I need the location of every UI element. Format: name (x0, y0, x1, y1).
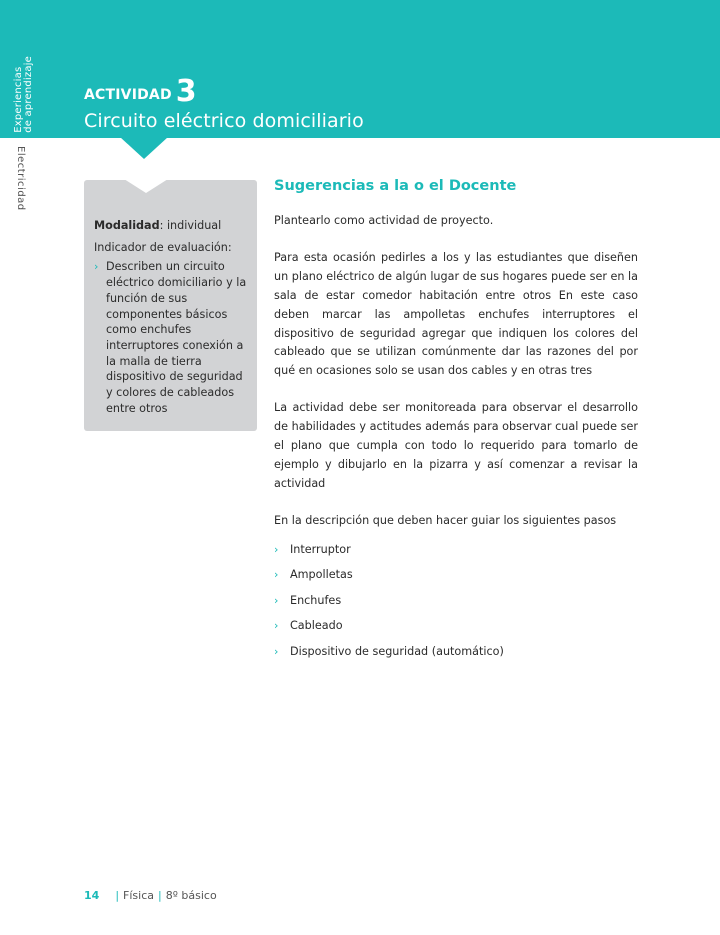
page-number: 14 (84, 889, 100, 902)
paragraph-1: Para esta ocasión pedirles a los y las estudiantes que diseñen un plano eléctrico de algún lugar de sus hogares puede ser en la sala de estar comedor habitación entre otros En este caso deben marcar las ampolletas enchufes interruptores el dispositivo de seguridad agregar que indiquen los colores del cableado que se utilizan comúnmente dar las razones del por qué en ocasiones solo se usan dos cables y en otras tres (274, 250, 638, 378)
bullet-icon: › (274, 619, 279, 633)
lead-paragraph: Plantearlo como actividad de proyecto. (274, 214, 494, 227)
info-content (94, 218, 251, 416)
main-content (274, 178, 638, 665)
list-item (274, 588, 638, 614)
activity-number: 3 (175, 74, 197, 109)
header-notch (120, 137, 168, 159)
step-text: Interruptor (290, 542, 351, 556)
unit-side-label: Electricidad (15, 146, 26, 211)
side-label-line2: de aprendizaje (23, 56, 34, 133)
page-footer (84, 889, 217, 902)
step-text: Dispositivo de seguridad (automático) (290, 645, 504, 659)
indicator-title: Indicador de evaluación: (94, 240, 232, 254)
bullet-icon: › (274, 593, 279, 607)
paragraph-2: La actividad debe ser monitoreada para observar el desarrollo de habilidades y actitudes además para observar cual puede ser el plano que cumpla con todo lo requerido para tomarlo de ejemplo y dibujarlo en la pizarra y así comenzar a revisar la actividad (274, 401, 638, 490)
indicator-item (94, 259, 251, 416)
modalidad-label: Modalidad (94, 219, 160, 232)
list-item (274, 613, 638, 639)
list-item (274, 639, 638, 665)
bullet-icon: › (94, 260, 99, 274)
activity-title: Circuito eléctrico domiciliario (84, 110, 364, 132)
steps-list (274, 537, 638, 665)
list-item (274, 537, 638, 563)
activity-label (84, 74, 197, 109)
bullet-icon: › (274, 542, 279, 556)
info-box (84, 180, 257, 431)
indicator-text: Describen un circuito eléctrico domiciliario y la función de sus componentes básicos como enchufes interruptores conexión a la malla de tierra dispositivo de seguridad y colores de cableados entre otros (106, 260, 247, 415)
info-box-notch (124, 179, 168, 193)
modalidad-row (94, 218, 251, 234)
list-item (274, 562, 638, 588)
footer-separator: | (115, 889, 120, 902)
step-text: Enchufes (290, 593, 342, 607)
bullet-icon: › (274, 568, 279, 582)
steps-intro: En la descripción que deben hacer guiar los siguientes pasos (274, 513, 617, 527)
step-text: Ampolletas (290, 568, 353, 582)
side-label-line1: Experiencias (13, 66, 24, 133)
activity-label-text: ACTIVIDAD (84, 87, 172, 103)
footer-subject: Física (123, 889, 154, 902)
modalidad-value: : individual (159, 219, 222, 232)
bullet-icon: › (274, 645, 279, 659)
indicator-list (94, 259, 251, 416)
section-side-label (14, 56, 34, 133)
footer-grade: 8º básico (165, 889, 217, 902)
step-text: Cableado (290, 619, 343, 633)
section-title: Sugerencias a la o el Docente (274, 178, 517, 194)
footer-separator: | (158, 889, 162, 902)
